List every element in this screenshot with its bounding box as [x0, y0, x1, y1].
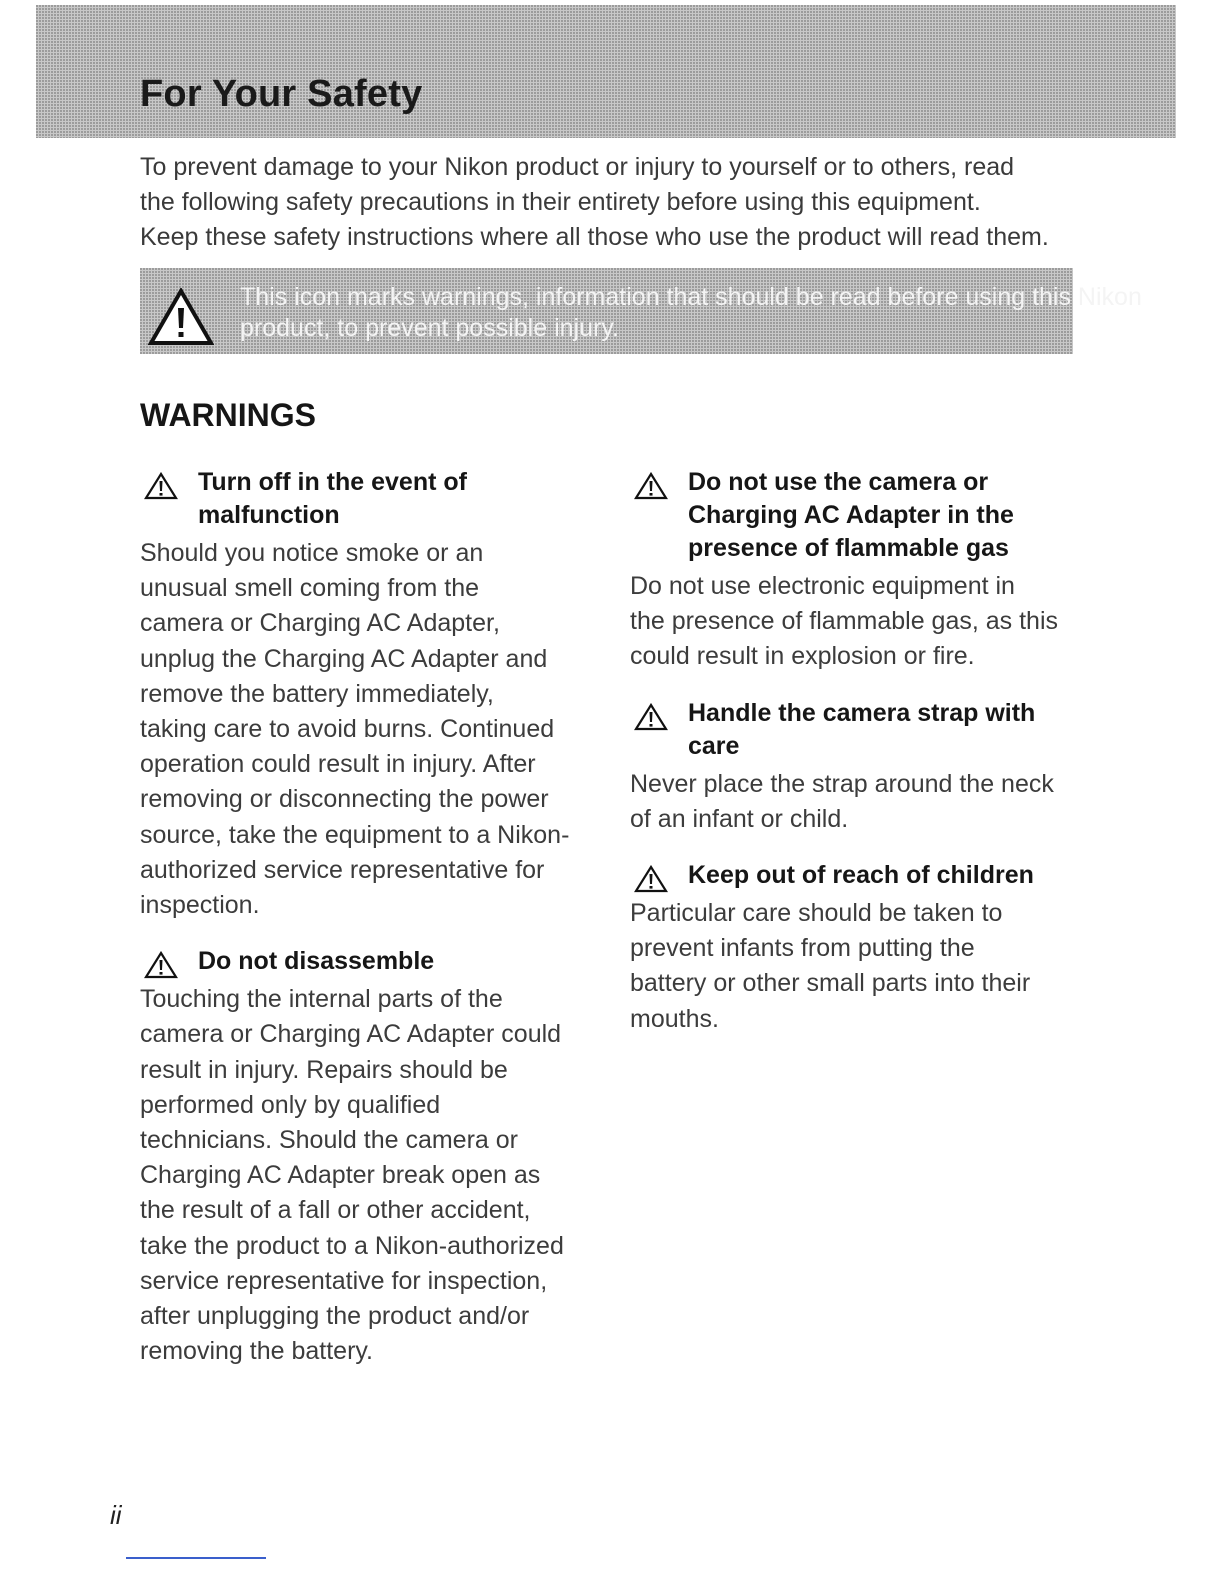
body-line: Should you notice smoke or an: [140, 539, 484, 567]
body-line: result in injury. Repairs should be: [140, 1055, 508, 1084]
warning-item: [140, 945, 610, 1369]
warning-item: [140, 466, 610, 923]
intro-line: the following safety precautions in their entirety before using this equipment.: [140, 188, 981, 216]
body-line: authorized service representative for: [140, 855, 545, 884]
warning-heading-line: Do not disassemble: [198, 947, 435, 976]
warning-triangle-icon: [148, 288, 214, 346]
body-line: camera or Charging AC Adapter could: [140, 1020, 562, 1049]
warning-item-heading: [630, 466, 1100, 565]
body-line: Never place the strap around the neck: [630, 769, 1054, 798]
body-line: after unplugging the product and/or: [140, 1302, 530, 1331]
page-number: ii: [110, 1500, 122, 1530]
warning-heading-line: Do not use the camera or: [688, 468, 989, 496]
body-line: unusual smell coming from the: [140, 574, 480, 603]
warning-heading-line: presence of flammable gas: [688, 534, 1009, 562]
body-line: source, take the equipment to a Nikon-: [140, 820, 570, 849]
body-line: service representative for inspection,: [140, 1266, 548, 1295]
warning-triangle-icon: [144, 951, 178, 979]
body-line: take the product to a Nikon-authorized: [140, 1231, 564, 1260]
icon-note-line: product, to prevent possible injury.: [240, 314, 619, 342]
warning-item-heading: [630, 859, 1100, 892]
warning-item-heading: [140, 945, 610, 978]
body-line: Particular care should be taken to: [630, 899, 1003, 928]
body-line: performed only by qualified: [140, 1090, 441, 1119]
warning-triangle-icon: [634, 703, 668, 731]
warning-heading-line: Turn off in the event of: [198, 468, 467, 496]
body-line: of an infant or child.: [630, 804, 849, 833]
warning-item-body: [630, 569, 1100, 675]
body-line: Touching the internal parts of the: [140, 985, 503, 1014]
body-line: inspection.: [140, 891, 260, 920]
body-line: technicians. Should the camera or: [140, 1126, 518, 1155]
body-line: remove the battery immediately,: [140, 679, 494, 708]
body-line: unplug the Charging AC Adapter and: [140, 644, 548, 673]
warning-triangle-icon: [634, 865, 668, 893]
intro-paragraph: [140, 150, 1100, 255]
page-title: For Your Safety: [140, 73, 423, 115]
icon-note-box: [140, 268, 1142, 354]
warning-heading-line: Keep out of reach of children: [688, 861, 1034, 890]
warning-heading-line: Handle the camera strap with: [688, 698, 1036, 727]
warning-item-body: [140, 982, 610, 1369]
icon-note-line: This icon marks warnings, information that should be read before using this Nikon: [240, 283, 1142, 311]
body-line: Do not use electronic equipment in: [630, 572, 1015, 600]
icon-note-text: [240, 282, 1142, 344]
body-line: could result in explosion or fire.: [630, 642, 975, 671]
footer-rule: [126, 1557, 266, 1559]
warning-item-body: [140, 536, 610, 923]
warning-heading-line: care: [688, 731, 740, 760]
body-line: mouths.: [630, 1004, 719, 1033]
body-line: the result of a fall or other accident,: [140, 1196, 531, 1225]
warning-item-heading: [140, 466, 610, 532]
body-line: camera or Charging AC Adapter,: [140, 609, 500, 638]
body-line: battery or other small parts into their: [630, 969, 1031, 998]
warning-heading-line: malfunction: [198, 501, 340, 529]
body-line: prevent infants from putting the: [630, 934, 975, 963]
body-line: removing the battery.: [140, 1337, 373, 1366]
warning-item: [630, 466, 1100, 675]
body-line: Charging AC Adapter break open as: [140, 1161, 541, 1190]
body-line: taking care to avoid burns. Continued: [140, 715, 555, 744]
warning-triangle-icon: [144, 472, 178, 500]
body-line: removing or disconnecting the power: [140, 785, 549, 814]
warnings-heading: WARNINGS: [140, 397, 316, 433]
intro-line: To prevent damage to your Nikon product or injury to yourself or to others, read: [140, 153, 1015, 181]
warning-item: [630, 859, 1100, 1037]
warning-heading-line: Charging AC Adapter in the: [688, 501, 1014, 529]
warnings-left-column: [140, 466, 610, 1369]
title-band: [36, 5, 1176, 138]
warning-item-body: [630, 767, 1100, 837]
warning-item-heading: [630, 697, 1100, 763]
intro-line: Keep these safety instructions where all those who use the product will read them.: [140, 223, 1049, 251]
body-line: operation could result in injury. After: [140, 750, 536, 779]
warning-item: [630, 697, 1100, 837]
warning-triangle-icon: [634, 472, 668, 500]
warning-item-body: [630, 896, 1100, 1037]
body-line: the presence of flammable gas, as this: [630, 607, 1059, 636]
warnings-right-column: [630, 466, 1100, 1037]
